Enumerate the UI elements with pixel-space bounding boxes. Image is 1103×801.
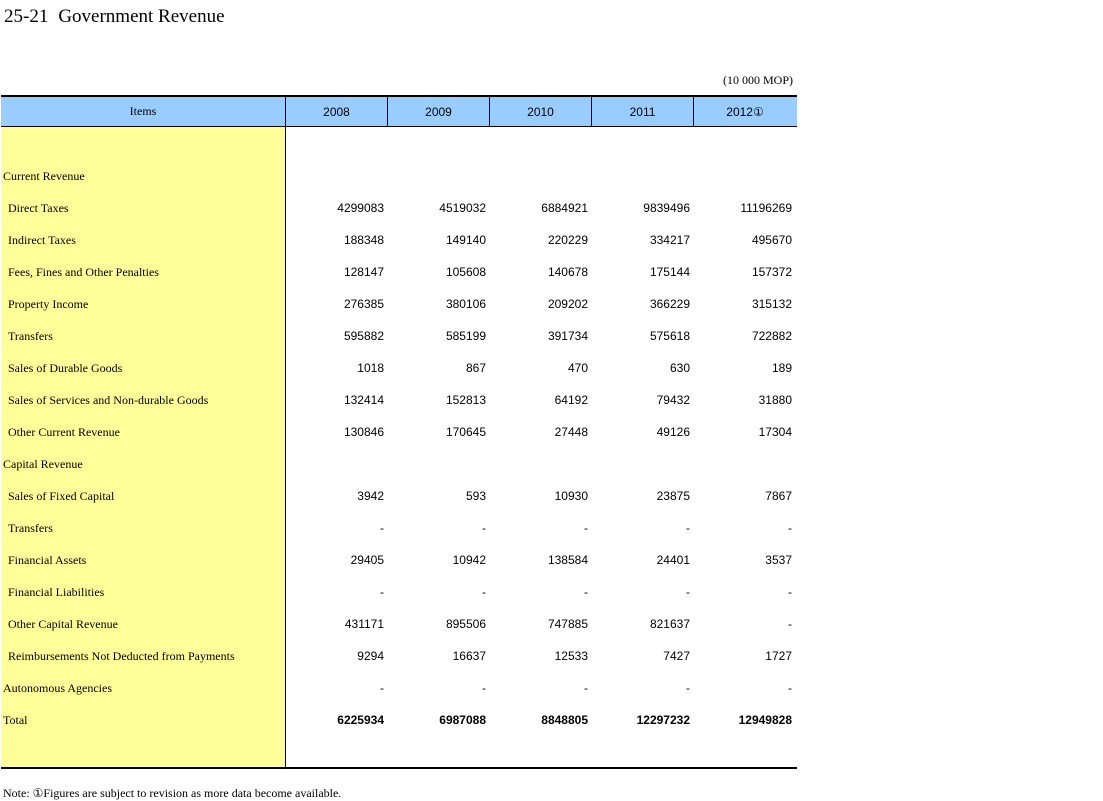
value-cell: 3537 [765,553,792,567]
value-cell [388,448,490,480]
value-cell: - [788,681,792,695]
table-row [286,704,797,736]
value-cell: - [380,585,384,599]
value-cell: 188348 [343,233,384,247]
value-cell: 6987088 [439,713,486,727]
value-cell: 128147 [343,265,384,279]
row-label: Sales of Durable Goods [8,361,123,375]
row-label: Current Revenue [3,169,85,183]
row-label: Transfers [8,329,53,343]
header-year-2012: 2012① [726,104,764,119]
value-cell: 6225934 [337,713,384,727]
value-cell: - [482,681,486,695]
value-cell: 315132 [751,297,792,311]
value-cell: 16637 [452,649,486,663]
row-label: Fees, Fines and Other Penalties [8,265,159,279]
value-cell: 12297232 [636,713,690,727]
table-row [286,480,797,512]
table-row [286,544,797,576]
value-cell [388,160,490,192]
value-cell: - [788,617,792,631]
value-cell [490,160,592,192]
value-cell: 175144 [649,265,690,279]
table-row [286,320,797,352]
value-cell: 4299083 [337,201,384,215]
value-cell: 64192 [554,393,588,407]
value-cell: 49126 [656,425,690,439]
header-items: Items [1,97,286,126]
row-label: Direct Taxes [8,201,69,215]
table-title: Government Revenue [58,6,225,27]
value-cell: 29405 [350,553,384,567]
value-cell: 391734 [547,329,588,343]
table-row [286,288,797,320]
table-row [286,352,797,384]
table-header-row [1,95,797,127]
value-cell: 575618 [649,329,690,343]
value-cell: 595882 [343,329,384,343]
value-cell: 6884921 [541,201,588,215]
value-cell: - [584,585,588,599]
value-cell: 593 [465,489,486,503]
table-row [286,384,797,416]
value-cell: 4519032 [439,201,486,215]
value-cell: 24401 [656,553,690,567]
value-cell: 7427 [663,649,690,663]
value-cell: 220229 [547,233,588,247]
value-cell: - [686,521,690,535]
value-cell: 132414 [343,393,384,407]
footnote: Note: ①Figures are subject to revision as more data become available. [3,786,342,800]
value-cell: 17304 [758,425,792,439]
value-cell: 12949828 [738,713,792,727]
value-cell: 895506 [445,617,486,631]
row-label: Other Capital Revenue [8,617,118,631]
value-cell: 495670 [751,233,792,247]
value-cell: - [482,585,486,599]
page-title [4,6,225,28]
value-cell: 276385 [343,297,384,311]
value-cell [694,448,796,480]
row-label: Capital Revenue [3,457,83,471]
data-columns [286,127,797,767]
row-label: Other Current Revenue [8,425,120,439]
table-row [286,448,797,480]
table-row [286,416,797,448]
value-cell: - [584,681,588,695]
value-cell: 867 [465,361,486,375]
revenue-table [1,95,797,769]
value-cell: 130846 [343,425,384,439]
value-cell: 152813 [445,393,486,407]
value-cell: - [788,521,792,535]
value-cell: 630 [669,361,690,375]
value-cell: 334217 [649,233,690,247]
value-cell [592,448,694,480]
value-cell: 380106 [445,297,486,311]
header-year-2010: 2010 [490,97,592,126]
row-label: Total [3,713,28,727]
value-cell: 23875 [656,489,690,503]
value-cell: 8848805 [541,713,588,727]
value-cell: 1018 [357,361,384,375]
value-cell: 821637 [649,617,690,631]
value-cell [286,160,388,192]
value-cell: 9839496 [643,201,690,215]
table-row [286,672,797,704]
row-label: Transfers [8,521,53,535]
value-cell: 3942 [357,489,384,503]
value-cell: 10930 [554,489,588,503]
header-year-2008: 2008 [286,97,388,126]
value-cell: 149140 [445,233,486,247]
value-cell: 105608 [445,265,486,279]
table-number: 25-21 [4,6,49,27]
row-label: Autonomous Agencies [3,681,112,695]
value-cell: 170645 [445,425,486,439]
value-cell: 470 [567,361,588,375]
row-labels-column [1,127,286,767]
value-cell: 1727 [765,649,792,663]
value-cell: 189 [771,361,792,375]
value-cell: - [584,521,588,535]
table-row [286,608,797,640]
table-row [286,256,797,288]
value-cell: 747885 [547,617,588,631]
value-cell: 585199 [445,329,486,343]
value-cell: 138584 [547,553,588,567]
row-label: Sales of Fixed Capital [8,489,115,503]
table-body [1,127,797,769]
table-row [286,576,797,608]
row-label: Reimbursements Not Deducted from Payments [8,649,235,663]
value-cell: 10942 [452,553,486,567]
header-year-2011: 2011 [592,97,694,126]
value-cell: 209202 [547,297,588,311]
value-cell: 366229 [649,297,690,311]
value-cell: - [788,585,792,599]
table-row [286,640,797,672]
table-row [286,192,797,224]
value-cell [490,448,592,480]
value-cell [694,160,796,192]
value-cell: 79432 [656,393,690,407]
row-label: Financial Liabilities [8,585,105,599]
value-cell: 11196269 [740,201,792,215]
value-cell [286,448,388,480]
value-cell: 7867 [765,489,792,503]
row-label: Property Income [8,297,89,311]
row-label: Financial Assets [8,553,87,567]
value-cell: 157372 [751,265,792,279]
value-cell: - [686,681,690,695]
value-cell: 140678 [547,265,588,279]
value-cell: 9294 [357,649,384,663]
header-year-2009: 2009 [388,97,490,126]
table-row [286,512,797,544]
value-cell [592,160,694,192]
value-cell: - [686,585,690,599]
table-row [286,224,797,256]
value-cell: - [380,521,384,535]
value-cell: - [380,681,384,695]
row-label: Indirect Taxes [8,233,76,247]
row-label: Sales of Services and Non-durable Goods [8,393,209,407]
value-cell: 12533 [554,649,588,663]
value-cell: - [482,521,486,535]
table-row [286,160,797,192]
value-cell: 431171 [344,617,384,631]
value-cell: 722882 [751,329,792,343]
value-cell: 27448 [554,425,588,439]
value-cell: 31880 [758,393,792,407]
unit-label: (10 000 MOP) [722,73,793,87]
